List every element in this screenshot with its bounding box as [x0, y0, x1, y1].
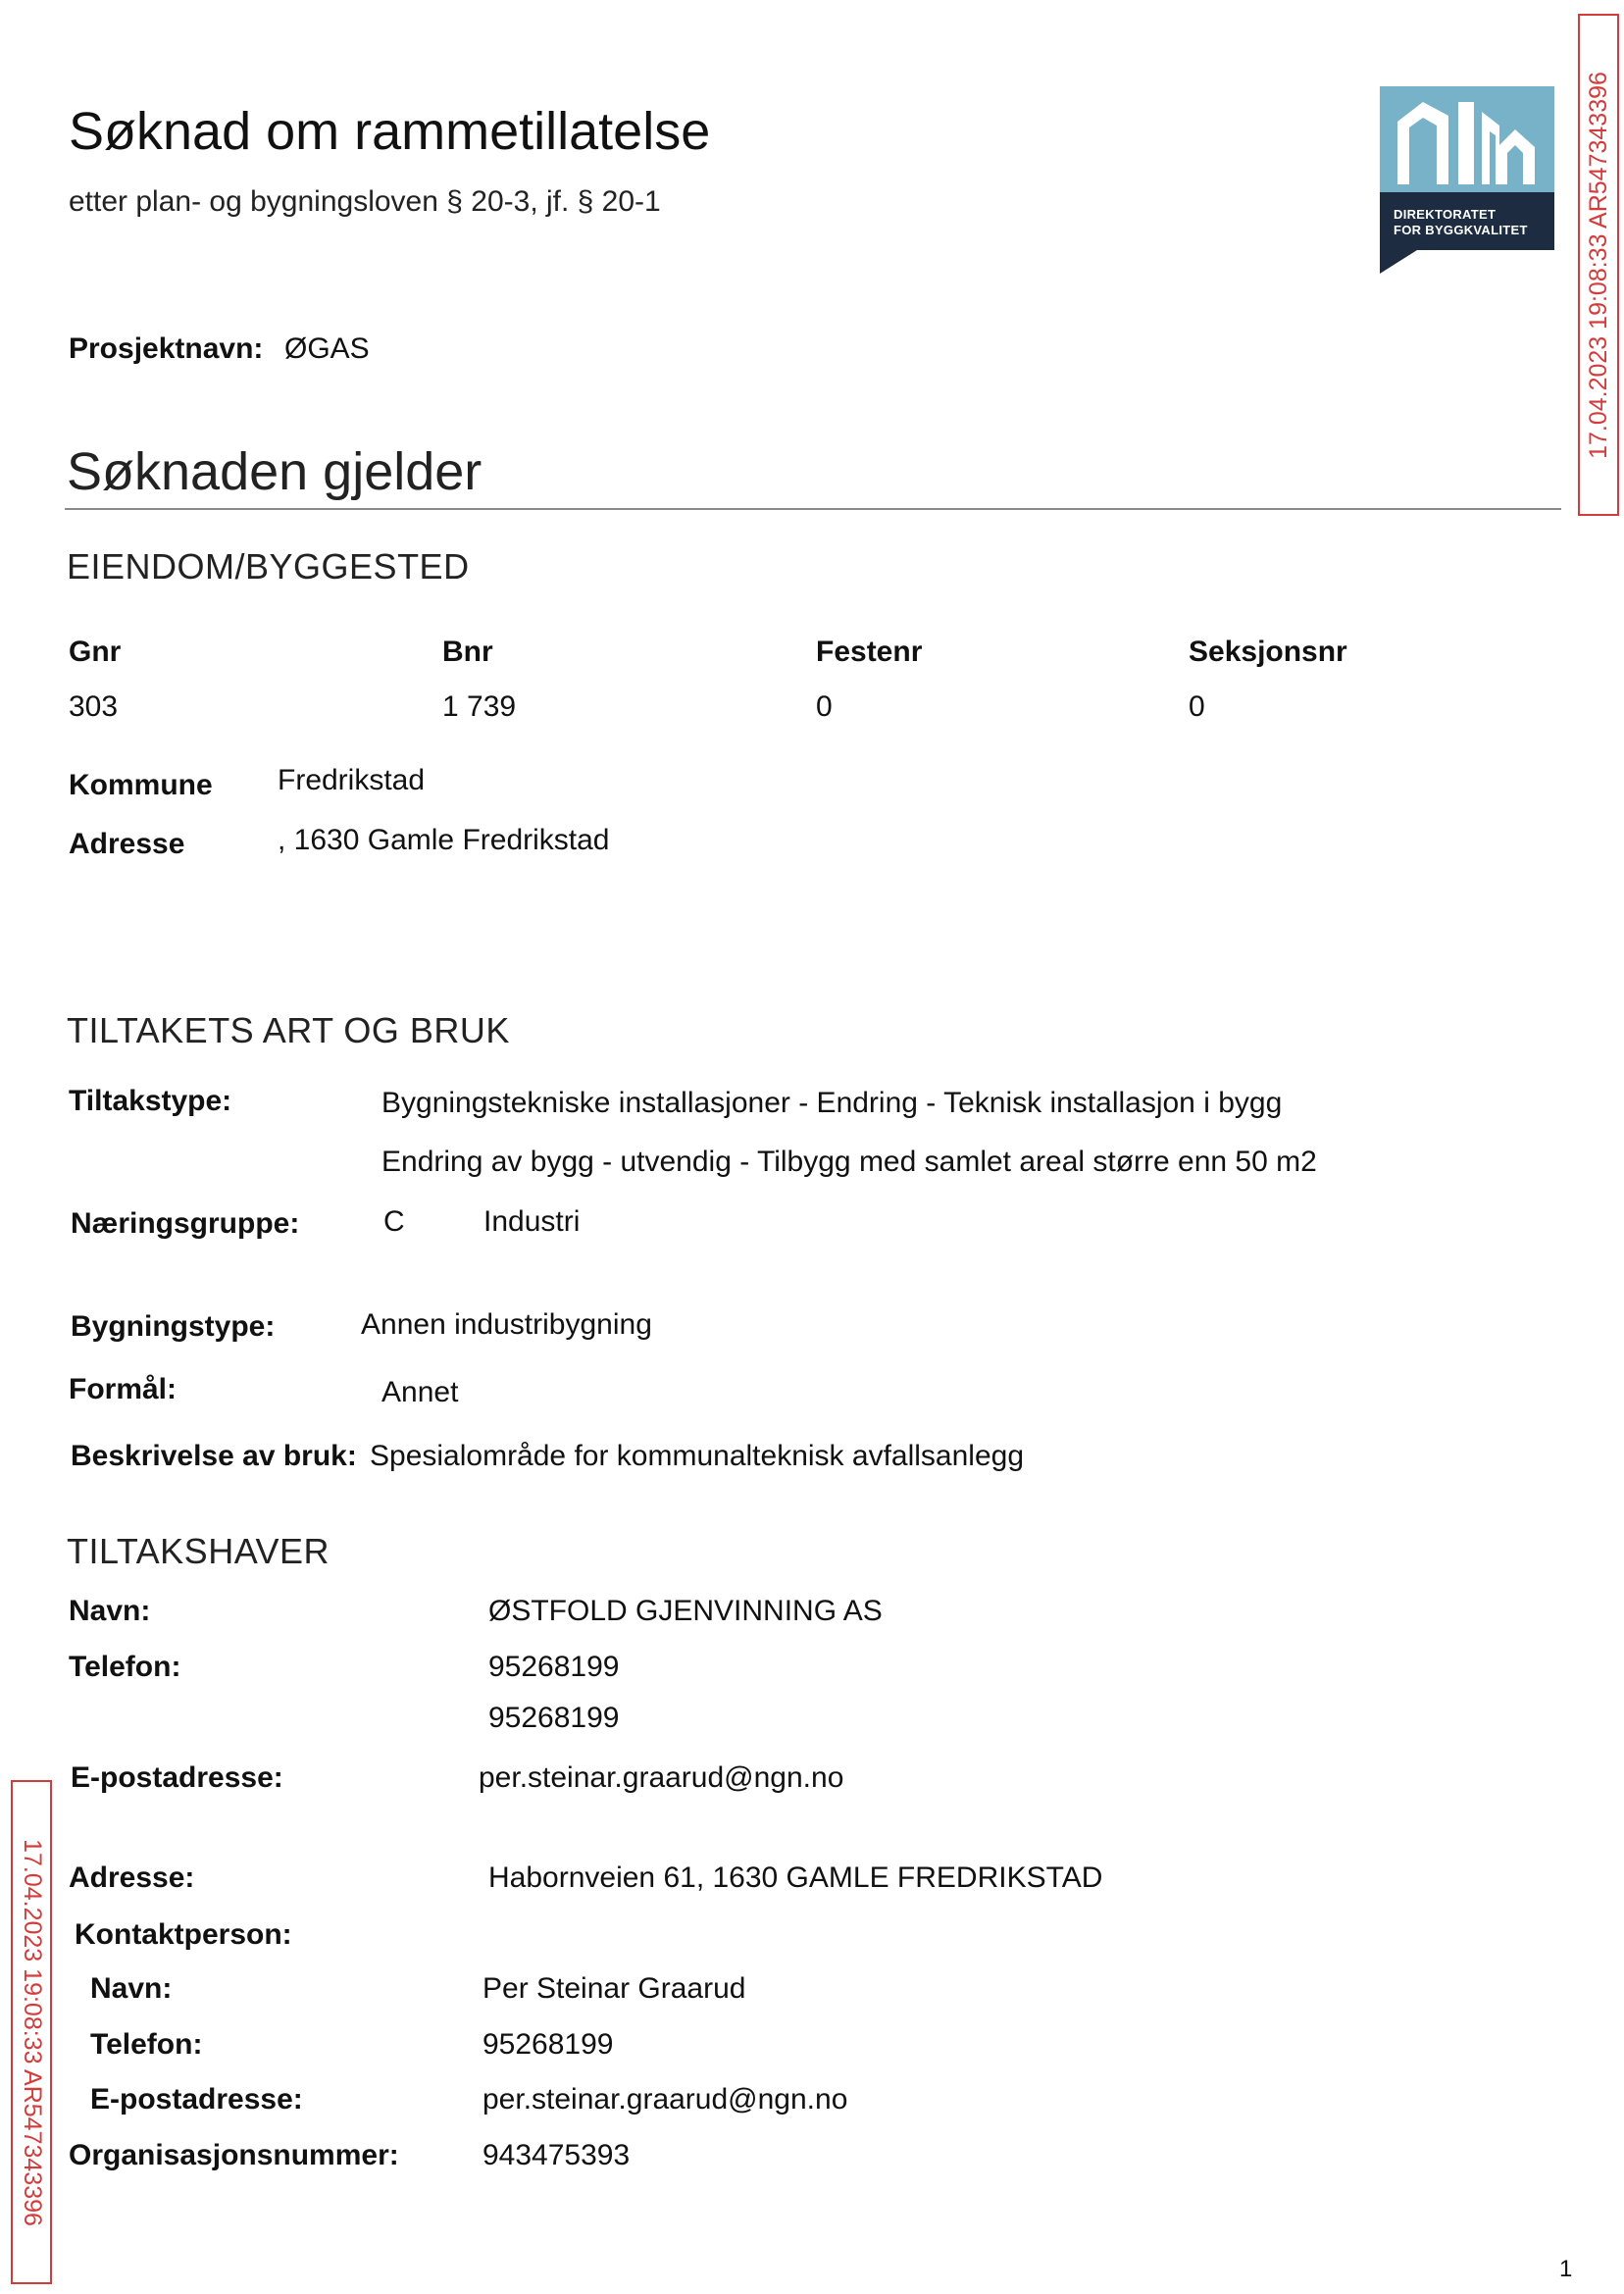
- heading-divider: [65, 508, 1561, 510]
- festenr-label: Festenr: [816, 636, 923, 668]
- project-name-value: ØGAS: [284, 332, 370, 365]
- document-title: Søknad om rammetillatelse: [69, 102, 711, 161]
- tiltakshaver-epost-label: E-postadresse:: [71, 1761, 283, 1794]
- document-subtitle: etter plan- og bygningsloven § 20-3, jf. § 20-1: [69, 185, 661, 218]
- kontakt-navn-label: Navn:: [90, 1972, 173, 2005]
- section-heading-tiltakshaver: TILTAKSHAVER: [67, 1531, 330, 1571]
- tiltakshaver-navn-label: Navn:: [69, 1595, 151, 1627]
- kommune-label: Kommune: [69, 769, 213, 801]
- naeringsgruppe-value: Industri: [483, 1205, 581, 1238]
- tiltakshaver-adresse-value: Habornveien 61, 1630 GAMLE FREDRIKSTAD: [488, 1861, 1103, 1894]
- organisasjonsnummer-value: 943475393: [482, 2139, 631, 2171]
- bnr-value: 1 739: [442, 690, 517, 723]
- project-name-label: Prosjektnavn:: [69, 332, 264, 365]
- kommune-value: Fredrikstad: [278, 764, 426, 796]
- naeringsgruppe-code: C: [383, 1205, 405, 1238]
- kontakt-telefon-value: 95268199: [482, 2028, 614, 2061]
- tiltakshaver-navn-value: ØSTFOLD GJENVINNING AS: [488, 1595, 883, 1627]
- kontakt-epost-value: per.steinar.graarud@ngn.no: [482, 2083, 848, 2116]
- bygningstype-value: Annen industribygning: [361, 1308, 652, 1341]
- naeringsgruppe-label: Næringsgruppe:: [71, 1207, 300, 1240]
- gnr-label: Gnr: [69, 636, 122, 668]
- formal-value: Annet: [381, 1376, 459, 1408]
- logo-text-line1: DIREKTORATET: [1394, 207, 1497, 222]
- stamp-text: 17.04.2023 19:08:33 AR547343396: [18, 1838, 46, 2226]
- gnr-value: 303: [69, 690, 119, 723]
- tiltakstype-value-2: Endring av bygg - utvendig - Tilbygg med samlet areal større enn 50 m2: [381, 1146, 1317, 1178]
- building-icon: [1380, 86, 1554, 192]
- kontakt-epost-label: E-postadresse:: [90, 2083, 303, 2116]
- tiltakshaver-telefon-label: Telefon:: [69, 1651, 181, 1683]
- section-heading-eiendom: EIENDOM/BYGGESTED: [67, 546, 470, 586]
- kontakt-telefon-label: Telefon:: [90, 2028, 203, 2061]
- page-number: 1: [1559, 2256, 1573, 2282]
- logo-band: [1380, 192, 1554, 250]
- beskrivelse-value: Spesialområde for kommunalteknisk avfallsanlegg: [370, 1440, 1025, 1472]
- kontaktperson-label: Kontaktperson:: [75, 1918, 292, 1951]
- main-heading: Søknaden gjelder: [67, 442, 482, 501]
- seksjonsnr-label: Seksjonsnr: [1189, 636, 1347, 668]
- adresse-value: , 1630 Gamle Fredrikstad: [278, 824, 610, 856]
- tiltakstype-value-1: Bygningstekniske installasjoner - Endring - Teknisk installasjon i bygg: [381, 1087, 1283, 1119]
- timestamp-stamp-top: [1578, 14, 1619, 516]
- tiltakstype-label: Tiltakstype:: [69, 1085, 232, 1117]
- logo-mark: [1380, 86, 1554, 250]
- logo-flag: [1380, 250, 1417, 274]
- tiltakshaver-telefon-value-2: 95268199: [488, 1702, 620, 1734]
- formal-label: Formål:: [69, 1373, 178, 1405]
- logo-text-line2: FOR BYGGKVALITET: [1394, 223, 1528, 237]
- festenr-value: 0: [816, 690, 833, 723]
- dibk-logo: [1380, 86, 1554, 277]
- beskrivelse-label: Beskrivelse av bruk:: [71, 1440, 357, 1472]
- seksjonsnr-value: 0: [1189, 690, 1205, 723]
- bnr-label: Bnr: [442, 636, 493, 668]
- tiltakshaver-epost-value: per.steinar.graarud@ngn.no: [479, 1761, 844, 1794]
- bygningstype-label: Bygningstype:: [71, 1310, 276, 1343]
- section-heading-tiltak: TILTAKETS ART OG BRUK: [67, 1010, 510, 1050]
- timestamp-stamp-bottom: [11, 1780, 52, 2284]
- stamp-text: 17.04.2023 19:08:33 AR547343396: [1584, 71, 1612, 459]
- tiltakshaver-telefon-value-1: 95268199: [488, 1651, 620, 1683]
- tiltakshaver-adresse-label: Adresse:: [69, 1861, 195, 1894]
- kontakt-navn-value: Per Steinar Graarud: [482, 1972, 746, 2005]
- organisasjonsnummer-label: Organisasjonsnummer:: [69, 2139, 399, 2171]
- adresse-label: Adresse: [69, 828, 185, 860]
